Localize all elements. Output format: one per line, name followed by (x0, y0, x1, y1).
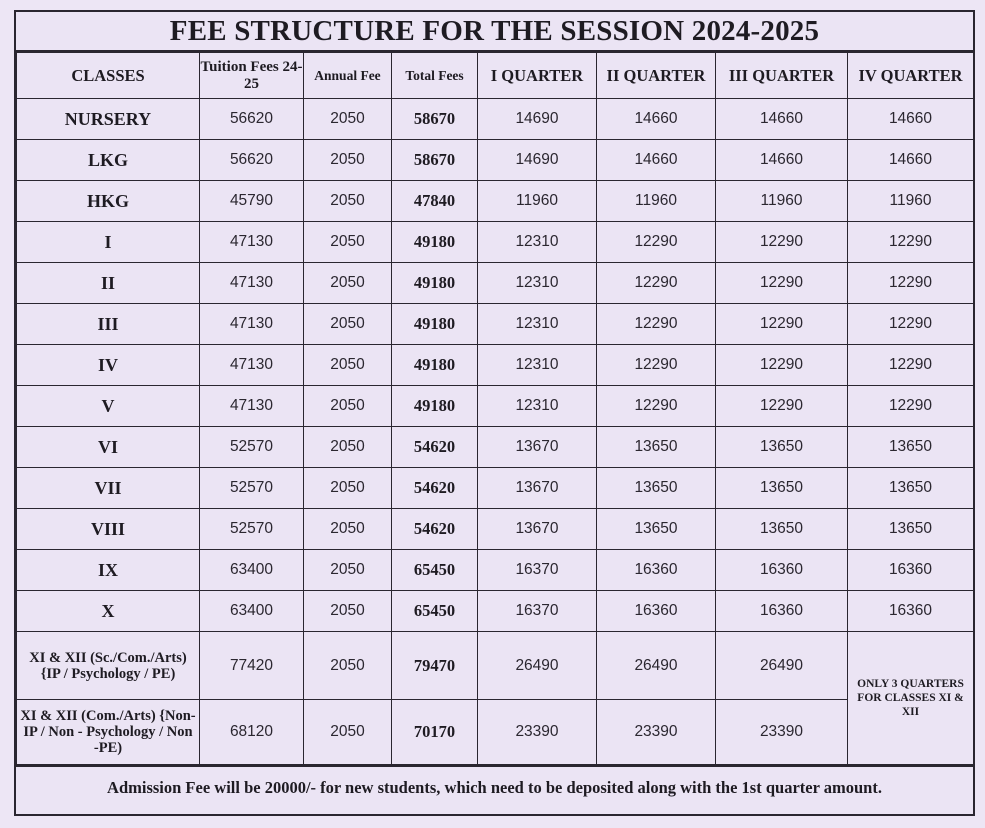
q1-cell: 14690 (478, 99, 597, 140)
senior-quarter-note: ONLY 3 QUARTERS FOR CLASSES XI & XII (848, 632, 974, 765)
class-cell: NURSERY (17, 99, 200, 140)
class-cell: LKG (17, 140, 200, 181)
annual-cell: 2050 (304, 468, 392, 509)
header-q3: III QUARTER (716, 53, 848, 99)
q1-cell: 16370 (478, 591, 597, 632)
fee-table (16, 52, 974, 765)
admission-fee-note: Admission Fee will be 20000/- for new students, which need to be deposited along with the 1st quarter amount. (16, 765, 973, 809)
header-row (17, 53, 974, 99)
table-row (17, 427, 974, 468)
q3-cell: 14660 (716, 99, 848, 140)
total-cell: 58670 (392, 99, 478, 140)
tuition-cell: 77420 (200, 632, 304, 700)
q2-cell: 12290 (597, 304, 716, 345)
q2-cell: 14660 (597, 99, 716, 140)
tuition-cell: 63400 (200, 550, 304, 591)
q3-cell: 12290 (716, 263, 848, 304)
q3-cell: 12290 (716, 345, 848, 386)
q1-cell: 13670 (478, 427, 597, 468)
total-cell: 49180 (392, 222, 478, 263)
total-cell: 79470 (392, 632, 478, 700)
table-row (17, 181, 974, 222)
q3-cell: 11960 (716, 181, 848, 222)
class-cell: VI (17, 427, 200, 468)
total-cell: 54620 (392, 427, 478, 468)
q3-cell: 12290 (716, 222, 848, 263)
tuition-cell: 47130 (200, 345, 304, 386)
q4-cell: 16360 (848, 591, 974, 632)
tuition-cell: 47130 (200, 222, 304, 263)
q1-cell: 12310 (478, 345, 597, 386)
q1-cell: 23390 (478, 700, 597, 765)
annual-cell: 2050 (304, 632, 392, 700)
q4-cell: 14660 (848, 99, 974, 140)
q1-cell: 16370 (478, 550, 597, 591)
total-cell: 54620 (392, 468, 478, 509)
q1-cell: 12310 (478, 263, 597, 304)
table-row (17, 386, 974, 427)
header-q2: II QUARTER (597, 53, 716, 99)
table-row (17, 99, 974, 140)
class-cell: IV (17, 345, 200, 386)
table-row (17, 140, 974, 181)
q3-cell: 13650 (716, 427, 848, 468)
q4-cell: 13650 (848, 468, 974, 509)
q4-cell: 13650 (848, 427, 974, 468)
q4-cell: 12290 (848, 263, 974, 304)
class-cell: XI & XII (Com./Arts) {Non- IP / Non - Psychology / Non -PE) (17, 700, 200, 765)
table-row (17, 222, 974, 263)
tuition-cell: 68120 (200, 700, 304, 765)
q1-cell: 12310 (478, 386, 597, 427)
q2-cell: 14660 (597, 140, 716, 181)
q4-cell: 16360 (848, 550, 974, 591)
q1-cell: 13670 (478, 509, 597, 550)
table-row (17, 468, 974, 509)
q2-cell: 13650 (597, 427, 716, 468)
annual-cell: 2050 (304, 222, 392, 263)
q3-cell: 16360 (716, 591, 848, 632)
table-row (17, 263, 974, 304)
annual-cell: 2050 (304, 140, 392, 181)
table-row-senior-1 (17, 632, 974, 700)
q1-cell: 12310 (478, 222, 597, 263)
q3-cell: 12290 (716, 304, 848, 345)
q4-cell: 12290 (848, 222, 974, 263)
q2-cell: 12290 (597, 386, 716, 427)
annual-cell: 2050 (304, 263, 392, 304)
q3-cell: 16360 (716, 550, 848, 591)
page-title: FEE STRUCTURE FOR THE SESSION 2024-2025 (16, 12, 973, 52)
q1-cell: 12310 (478, 304, 597, 345)
total-cell: 49180 (392, 345, 478, 386)
q1-cell: 14690 (478, 140, 597, 181)
class-cell: VII (17, 468, 200, 509)
table-row (17, 509, 974, 550)
tuition-cell: 47130 (200, 263, 304, 304)
q3-cell: 26490 (716, 632, 848, 700)
table-row-senior-2 (17, 700, 974, 765)
q1-cell: 26490 (478, 632, 597, 700)
q2-cell: 12290 (597, 263, 716, 304)
q4-cell: 12290 (848, 386, 974, 427)
table-row (17, 304, 974, 345)
total-cell: 54620 (392, 509, 478, 550)
q1-cell: 11960 (478, 181, 597, 222)
q2-cell: 12290 (597, 345, 716, 386)
header-tuition: Tuition Fees 24-25 (200, 53, 304, 99)
tuition-cell: 47130 (200, 386, 304, 427)
total-cell: 58670 (392, 140, 478, 181)
class-cell: XI & XII (Sc./Com./Arts) {IP / Psychology / PE) (17, 632, 200, 700)
q2-cell: 16360 (597, 591, 716, 632)
class-cell: VIII (17, 509, 200, 550)
annual-cell: 2050 (304, 304, 392, 345)
q3-cell: 13650 (716, 468, 848, 509)
header-q1: I QUARTER (478, 53, 597, 99)
q2-cell: 13650 (597, 509, 716, 550)
q4-cell: 12290 (848, 345, 974, 386)
q4-cell: 13650 (848, 509, 974, 550)
tuition-cell: 45790 (200, 181, 304, 222)
annual-cell: 2050 (304, 345, 392, 386)
class-cell: X (17, 591, 200, 632)
q2-cell: 16360 (597, 550, 716, 591)
total-cell: 47840 (392, 181, 478, 222)
q3-cell: 13650 (716, 509, 848, 550)
table-row (17, 345, 974, 386)
annual-cell: 2050 (304, 591, 392, 632)
annual-cell: 2050 (304, 509, 392, 550)
q2-cell: 11960 (597, 181, 716, 222)
fee-table-body (17, 99, 974, 765)
class-cell: I (17, 222, 200, 263)
total-cell: 49180 (392, 263, 478, 304)
tuition-cell: 52570 (200, 468, 304, 509)
q4-cell: 14660 (848, 140, 974, 181)
q3-cell: 12290 (716, 386, 848, 427)
annual-cell: 2050 (304, 550, 392, 591)
q4-cell: 12290 (848, 304, 974, 345)
class-cell: III (17, 304, 200, 345)
q2-cell: 12290 (597, 222, 716, 263)
tuition-cell: 56620 (200, 99, 304, 140)
total-cell: 49180 (392, 304, 478, 345)
annual-cell: 2050 (304, 427, 392, 468)
q2-cell: 26490 (597, 632, 716, 700)
table-row (17, 550, 974, 591)
q1-cell: 13670 (478, 468, 597, 509)
annual-cell: 2050 (304, 700, 392, 765)
fee-structure-document (14, 10, 975, 816)
annual-cell: 2050 (304, 99, 392, 140)
tuition-cell: 52570 (200, 427, 304, 468)
total-cell: 49180 (392, 386, 478, 427)
header-annual: Annual Fee (304, 53, 392, 99)
class-cell: HKG (17, 181, 200, 222)
total-cell: 70170 (392, 700, 478, 765)
tuition-cell: 63400 (200, 591, 304, 632)
annual-cell: 2050 (304, 181, 392, 222)
q2-cell: 23390 (597, 700, 716, 765)
total-cell: 65450 (392, 591, 478, 632)
q2-cell: 13650 (597, 468, 716, 509)
q3-cell: 23390 (716, 700, 848, 765)
q3-cell: 14660 (716, 140, 848, 181)
header-classes: CLASSES (17, 53, 200, 99)
table-row (17, 591, 974, 632)
tuition-cell: 47130 (200, 304, 304, 345)
class-cell: V (17, 386, 200, 427)
tuition-cell: 52570 (200, 509, 304, 550)
total-cell: 65450 (392, 550, 478, 591)
q4-cell: 11960 (848, 181, 974, 222)
class-cell: IX (17, 550, 200, 591)
class-cell: II (17, 263, 200, 304)
tuition-cell: 56620 (200, 140, 304, 181)
header-q4: IV QUARTER (848, 53, 974, 99)
header-total: Total Fees (392, 53, 478, 99)
annual-cell: 2050 (304, 386, 392, 427)
